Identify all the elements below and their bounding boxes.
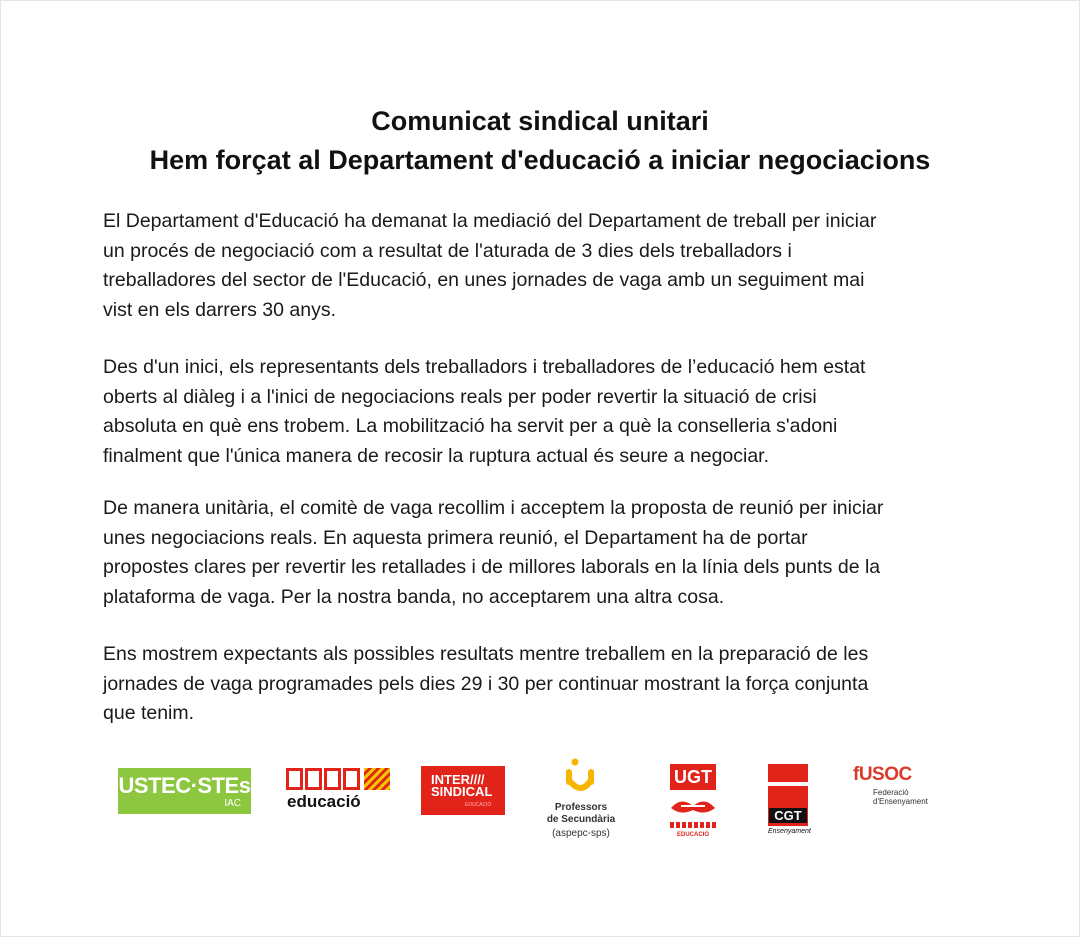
aspepc-logo-line2: de Secundària bbox=[546, 814, 616, 825]
cgt-logo-top bbox=[768, 764, 808, 782]
paragraph-line: plataforma de vaga. Per la nostra banda, no acceptarem una altra cosa. bbox=[103, 585, 725, 608]
ccoo-educacio-logo bbox=[286, 768, 396, 816]
paragraph-line: un procés de negociació com a resultat de l'aturada de 3 dies dels treballadors i bbox=[103, 239, 792, 262]
fusoc-logo bbox=[851, 764, 951, 814]
cgt-logo-sub: Ensenyament bbox=[768, 828, 811, 835]
senyera-flag-icon bbox=[364, 768, 390, 790]
intersindical-logo-line1: INTER//// bbox=[431, 772, 485, 787]
paragraph-line: treballadores del sector de l'Educació, en unes jornades de vaga amb un seguiment mai bbox=[103, 269, 865, 291]
handshake-icon bbox=[667, 792, 719, 820]
paragraph-1 bbox=[103, 207, 1003, 325]
ccoo-logo-sub: educació bbox=[287, 792, 361, 811]
paragraph-line: Ens mostrem expectants als possibles resultats mentre treballem en la preparació de les bbox=[103, 643, 869, 665]
ugt-logo bbox=[667, 762, 719, 842]
ugt-stripes bbox=[670, 822, 716, 828]
aspepc-sps-logo bbox=[531, 756, 631, 844]
cgt-logo bbox=[766, 764, 816, 842]
fusoc-logo-line1: Federació bbox=[873, 788, 909, 797]
document-title: Comunicat sindical unitari bbox=[371, 106, 709, 136]
ccoo-letters-mark bbox=[286, 768, 360, 790]
fusoc-logo-line2: d'Ensenyament bbox=[873, 797, 928, 806]
paragraph-line: El Departament d'Educació ha demanat la mediació del Departament de treball per iniciar bbox=[103, 210, 877, 232]
ugt-logo-name: UGT bbox=[670, 764, 716, 790]
paragraph-3 bbox=[103, 494, 1003, 612]
paragraph-line: propostes clares per revertir les retallades i de millores laborals en la línia dels punts de la bbox=[103, 556, 881, 578]
aspepc-logo-line1: Professors bbox=[554, 802, 608, 813]
ugt-logo-sub: EDUCACIÓ bbox=[676, 832, 709, 838]
document-subtitle: Hem forçat al Departament d'educació a iniciar negociacions bbox=[149, 145, 931, 175]
ustec-logo-name: USTEC·STEs bbox=[118, 773, 251, 798]
intersindical-logo-line2: SINDICAL bbox=[431, 784, 493, 799]
intersindical-logo bbox=[421, 766, 505, 815]
fusoc-logo-name: fUSOC bbox=[853, 764, 912, 785]
paragraph-4 bbox=[103, 640, 1003, 729]
paragraph-2 bbox=[103, 353, 1003, 471]
paragraph-line: jornades de vaga programades pels dies 29 i 30 per continuar mostrant la força conjunta bbox=[103, 672, 869, 695]
paragraph-line: finalment que l'única manera de recosir la ruptura actual és seure a negociar. bbox=[103, 444, 770, 467]
ustec-logo-sub: IAC bbox=[224, 798, 241, 809]
paragraph-line: que tenim. bbox=[103, 702, 195, 724]
aspepc-logo-line3: (aspepc-sps) bbox=[552, 828, 610, 839]
paragraph-line: absoluta en què ens trobem. La mobilització ha servit per a què la conselleria s'adoni bbox=[103, 415, 838, 437]
paragraph-line: Des d'un inici, els representants dels treballadors i treballadores de l’educació hem estat bbox=[103, 356, 866, 378]
paragraph-line: vist en els darrers 30 anys. bbox=[103, 298, 337, 321]
paragraph-line: unes negociacions reals. En aquesta primera reunió, el Departament ha de portar bbox=[103, 526, 808, 549]
ustec-stes-logo bbox=[118, 768, 251, 814]
aspepc-smile-icon bbox=[561, 756, 601, 796]
union-logos-strip bbox=[103, 752, 955, 848]
paragraph-line: oberts al diàleg i a l'inici de negociacions reals per poder revertir la situació de crisi bbox=[103, 385, 817, 408]
paragraph-line: De manera unitària, el comitè de vaga recollim i acceptem la proposta de reunió per iniciar bbox=[103, 497, 884, 519]
intersindical-logo-line3: EDUCACIÓ bbox=[465, 802, 492, 808]
cgt-logo-name: CGT bbox=[769, 808, 807, 823]
